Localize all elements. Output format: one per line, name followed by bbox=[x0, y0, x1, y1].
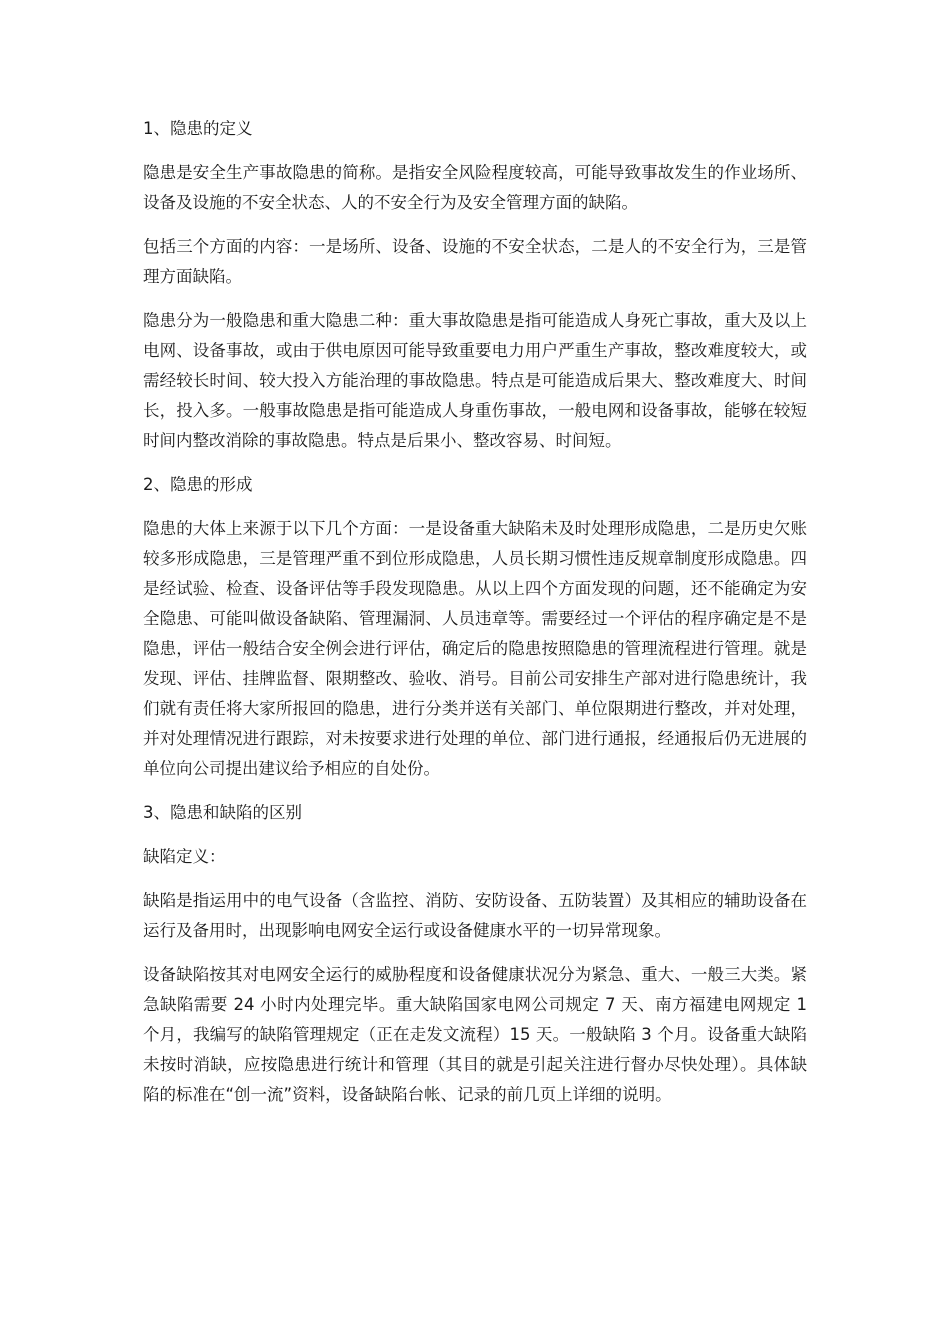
defect-definition-label: 缺陷定义： bbox=[143, 847, 226, 866]
defect-definition-paragraph: 缺陷是指运用中的电气设备（含监控、消防、安防设备、五防装置）及其相应的辅助设备在运行及备用时，出现影响电网安全运行或设备健康水平的一切异常现象。 bbox=[143, 891, 807, 940]
section-heading-1: 1、隐患的定义 bbox=[143, 119, 253, 138]
hazard-definition-paragraph: 隐患是安全生产事故隐患的简称。是指安全风险程度较高，可能导致事故发生的作业场所、设备及设施的不安全状态、人的不安全行为及安全管理方面的缺陷。 bbox=[143, 163, 807, 212]
document-page bbox=[143, 114, 807, 1124]
hazard-classification-paragraph: 隐患分为一般隐患和重大隐患二种：重大事故隐患是指可能造成人身死亡事故，重大及以上电网、设备事故，或由于供电原因可能导致重要电力用户严重生产事故，整改难度较大，或需经较长时间、较大投入方能治理的事故隐患。特点是可能造成后果大、整改难度大、时间长，投入多。一般事故隐患是指可能造成人身重伤事故，一般电网和设备事故，能够在较短时间内整改消除的事故隐患。特点是后果小、整改容易、时间短。 bbox=[143, 311, 807, 450]
hazard-aspects-paragraph: 包括三个方面的内容：一是场所、设备、设施的不安全状态，二是人的不安全行为，三是管理方面缺陷。 bbox=[143, 237, 807, 286]
defect-classification-paragraph: 设备缺陷按其对电网安全运行的威胁程度和设备健康状况分为紧急、重大、一般三大类。紧急缺陷需要 24 小时内处理完毕。重大缺陷国家电网公司规定 7 天、南方福建电网规定 1 个月，我编写的缺陷管理规定（正在走发文流程）15 天。一般缺陷 3 个月。设备重大缺陷未按时消缺，应按隐患进行统计和管理（其目的就是引起关注进行督办尽快处理）。具体缺陷的标准在“创一流”资料，设备缺陷台帐、记录的前几页上详细的说明。 bbox=[143, 965, 807, 1104]
hazard-formation-paragraph: 隐患的大体上来源于以下几个方面：一是设备重大缺陷未及时处理形成隐患，二是历史欠账较多形成隐患，三是管理严重不到位形成隐患，人员长期习惯性违反规章制度形成隐患。四是经试验、检查、设备评估等手段发现隐患。从以上四个方面发现的问题，还不能确定为安全隐患、可能叫做设备缺陷、管理漏洞、人员违章等。需要经过一个评估的程序确定是不是隐患，评估一般结合安全例会进行评估，确定后的隐患按照隐患的管理流程进行管理。就是发现、评估、挂牌监督、限期整改、验收、消号。目前公司安排生产部对进行隐患统计，我们就有责任将大家所报回的隐患，进行分类并送有关部门、单位限期进行整改，并对处理，并对处理情况进行跟踪，对未按要求进行处理的单位、部门进行通报，经通报后仍无进展的单位向公司提出建议给予相应的自处份。 bbox=[143, 519, 807, 778]
section-heading-3: 3、隐患和缺陷的区别 bbox=[143, 803, 302, 822]
section-heading-2: 2、隐患的形成 bbox=[143, 475, 253, 494]
